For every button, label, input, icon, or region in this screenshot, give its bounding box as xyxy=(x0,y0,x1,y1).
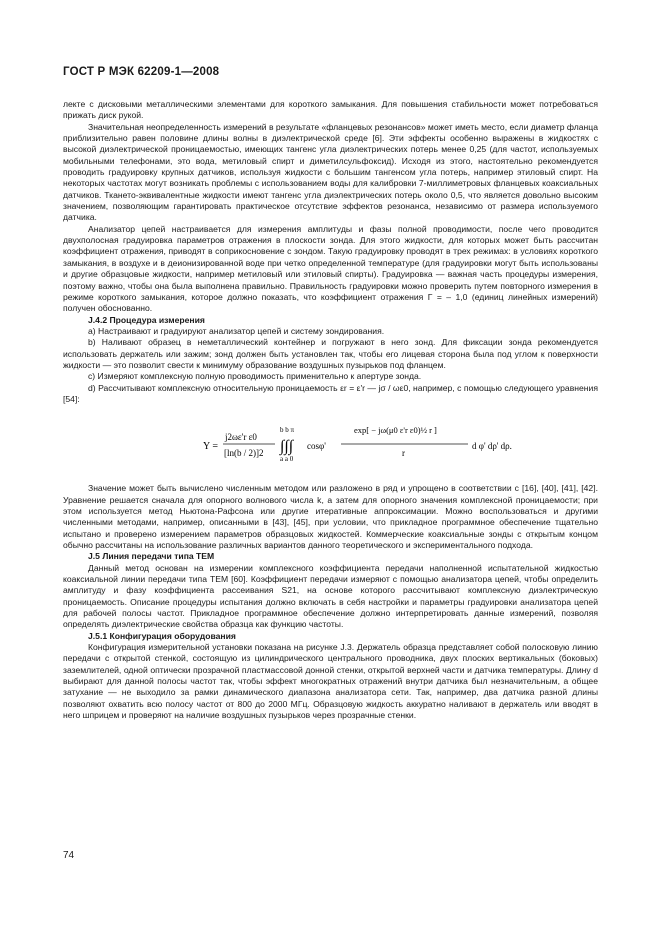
equation xyxy=(63,409,598,477)
integral-signs: ∫∫∫ xyxy=(280,438,294,456)
page-number: 74 xyxy=(63,850,75,861)
equation-cos: cosφ' xyxy=(307,441,326,452)
paragraph: Конфигурация измерительной установки показана на рисунке J.3. Держатель образца представляет собой полосковую линию передачи с открытой стенкой, состоящую из цилиндрического центрального проводника, двух плоских вертикальных (боковых) заземлителей, одной оптически прозрачной пластмассовой донной стенки, открытой верхней части и датчика температуры. Длину d выбирают для данной полосы частот так, чтобы эффект многократных отражений внутри датчика был незначительным, а общее затухание — не выходило за рамки динамического диапазона анализатора сети. Так, например, два датчика разной длины позволяют охватить всю полосу частот от 800 до 2000 МГц. Образцовую жидкость аккуратно наливают в держатель или вводят в него шприцем и проверяют на наличие воздушных пузырьков через прозрачные стенки. xyxy=(63,642,598,721)
equation-exp: exp[ − jω(μ0 ε'r ε0)½ r ] xyxy=(354,425,437,436)
section-heading: J.5.1 Конфигурация оборудования xyxy=(88,630,236,641)
equation-tail: d φ' dρ' dρ. xyxy=(472,441,512,452)
list-item: а) Настраивают и градуируют анализатор цепей и систему зондирования. xyxy=(88,325,385,336)
paragraph: Значение может быть вычислено численным методом или разложено в ряд и упрощено в соответствии с [16], [40], [41], [42]. Уравнение решается сначала для опорного волнового числа k, а затем для опорного значения комплексной проницаемости; при этом используется метод Ньютона-Рафсона или другие итеративные аппроксимации. Можно воспользоваться и другими численными методами, например, описанными в [43], [45], при условии, что прикладное программное обеспечение тщательно испытано и проверено измерением параметров образцовых жидкостей. Коммерческие коаксиальные зонды с открытым концом обычно рассчитаны на использование различных вариантов данного теоретического и экспериментального подхода. xyxy=(63,483,598,550)
section-heading: J.4.2 Процедура измерения xyxy=(88,314,205,325)
equation-graphic xyxy=(63,409,598,477)
document-header: ГОСТ Р МЭК 62209-1—2008 xyxy=(63,66,220,78)
list-item: b) Наливают образец в неметаллический контейнер и погружают в него зонд. Для фиксации зонда рекомендуется использовать держатель или зажим; зонд должен быть установлен так, чтобы его лицевая сторона была под углом к поверхности жидкости — это позволит свести к минимуму образование воздушных пузырьков под фланцем. xyxy=(63,337,598,370)
equation-lhs: Y = xyxy=(203,441,218,453)
integral-upper-limits: b b π xyxy=(280,426,295,435)
paragraph: лекте с дисковыми металлическими элементами для короткого замыкания. Для повышения стабильности может потребоваться прижать диск рукой. xyxy=(63,99,598,121)
paragraph: Анализатор цепей настраивается для измерения амплитуды и фазы полной проводимости, после чего проводится двухполосная градуировка параметров отражения в плоскости зонда. Для этого жидкости, для которых может быть рассчитан коэффициент отражения, приводят в соприкосновение с зондом. Такую градуировку проводят в трех режимах: в условиях короткого замыкания, в воздухе и в деионизированной воде при четко определенной температуре (для градуировки могут быть использованы и другие образцовые жидкости, например метиловый или этиловый спирты). Градуировка — важная часть процедуры измерения, поэтому важно, чтобы она была выполнена правильно. Правильность градуировки можно проверить путем повторного измерения в режиме короткого замыкания, которое должно показать, что коэффициент отражения Г = – 1,0 (единиц линейных измерений) получен обоснованно. xyxy=(63,223,598,314)
equation-denominator: [ln(b / 2)]2 xyxy=(224,448,264,459)
section-heading: J.5 Линия передачи типа ТЕМ xyxy=(88,551,215,562)
list-item: с) Измеряют комплексную полную проводимость применительно к апертуре зонда. xyxy=(88,371,422,382)
equation-numerator: j2ωε'r ε0 xyxy=(225,432,257,443)
page-content xyxy=(63,99,598,722)
paragraph: Данный метод основан на измерении комплексного коэффициента передачи наполненной испытательной жидкостью коаксиальной линии передачи типа ТЕМ [60]. Коэффициент передачи измеряют с помощью анализатора цепей, чтобы определить амплитуду и фазу коэффициента рассеивания S21, на основе которого рассчитывают комплексную диэлектрическую проницаемость. Описание процедуры испытания должно включать в себя настройки и параметры градуировки анализатора цепей для рабочей полосы частот. Прикладное программное обеспечение должно интерпретировать данные измерений, позволяя определять диэлектрические свойства образца как функцию частоты. xyxy=(63,562,598,630)
integral-lower-limits: a a 0 xyxy=(280,455,294,464)
equation-r: r xyxy=(402,448,405,459)
paragraph: Значительная неопределенность измерений в результате «фланцевых резонансов» может иметь место, если диаметр фланца приблизительно равен половине длины волны в диэлектрической среде [6]. Эти эффекты особенно выражены в жидкостях с высокой диэлектрической проницаемостью, имеющих тангенс угла диэлектрических потерь менее 0,25 (для частот, используемых мобильными телефонами, это вода, метиловый спирт и диметилсульфоксид). Исходя из этого, настоятельно рекомендуется проводить градуировку крупных датчиков, используя жидкости с большим тангенсом угла потерь, например этиловый спирт. На некоторых частотах могут возникать проблемы с использованием воды для калибровки 7-миллиметровых фланцевых коаксиальных датчиков. Ткането-эквивалентные жидкости имеют тангенс угла диэлектрических потерь около 0,5, что является довольно высоким значением, позволяющим гарантировать практическое отсутствие эффектов резонанса, независимо от размера используемого датчика. xyxy=(63,121,598,223)
list-item: d) Рассчитывают комплексную относительную проницаемость εr = ε'r — jσ / ωε0, например, с помощью следующего уравнения [54]: xyxy=(63,382,598,404)
